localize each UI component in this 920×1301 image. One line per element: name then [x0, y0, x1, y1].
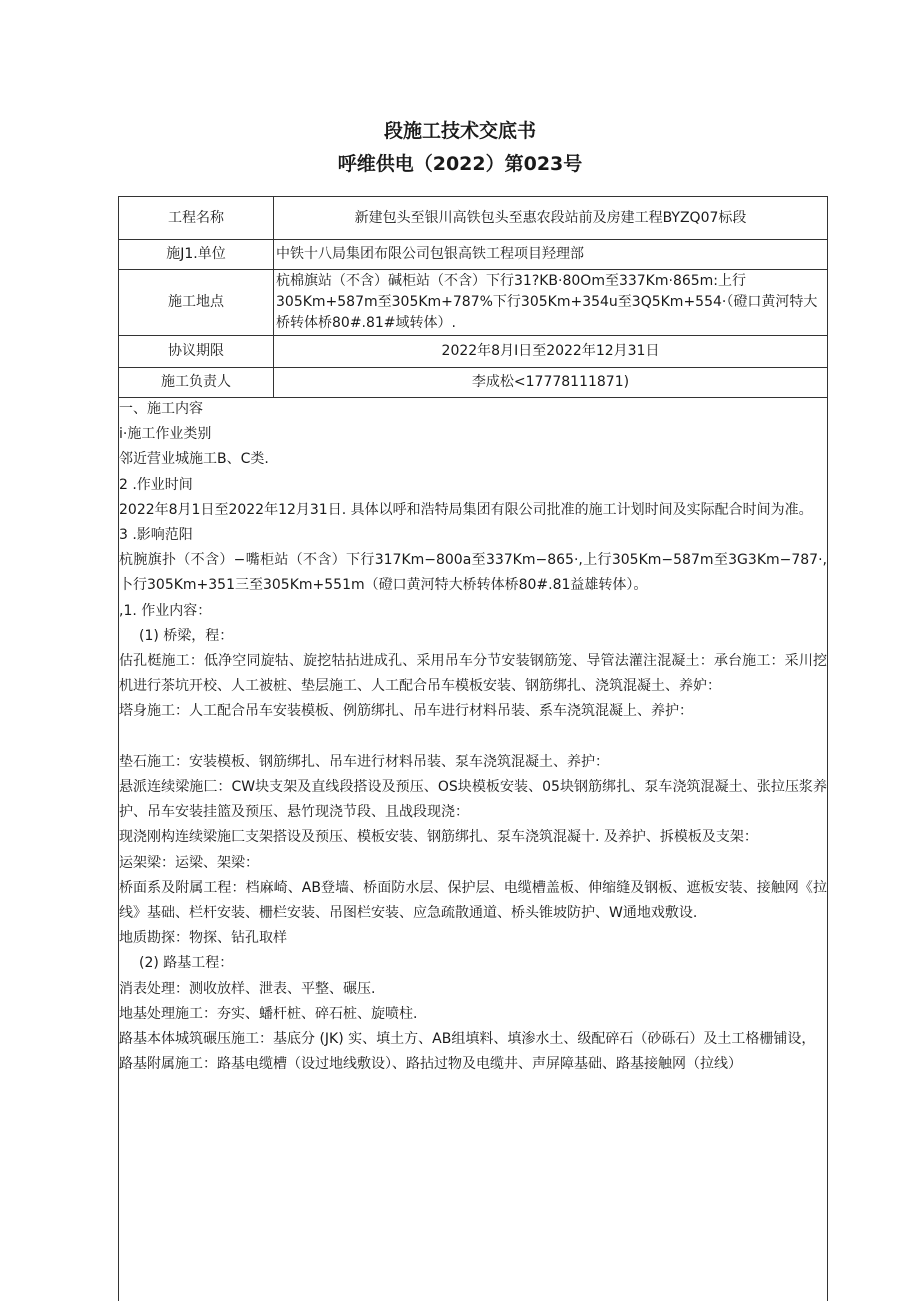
subheading-bridge: (1) 桥梁，程： [139, 627, 234, 644]
paragraph: 估孔梃施工：低净空同旋牯、旋挖牯拈进成孔、采用吊车分节安装钢筋笼、导管法灌注混凝土：承台施工：采川挖机进行茶坑开校、人工被桩、垫层施工、人工配合吊车模板安装、钢筋绑扎、浇筑混凝土、养妒： [119, 653, 827, 695]
row-period [119, 336, 828, 368]
paragraph: 地质勘探：物探、钻孔取样 [119, 930, 287, 947]
paragraph: 邻近营业城施工B、C类. [119, 451, 269, 468]
manager-label: 施工负责人 [119, 368, 274, 398]
subheading-work-type: i·施工作业类别 [119, 426, 212, 443]
paragraph: 塔身施工：人工配合吊车安装模板、例筋绑扎、吊车进行材料吊装、系车浇筑混凝上、养护： [119, 703, 693, 720]
period-label: 协议期限 [119, 336, 274, 368]
paragraph: 路基附属施工：路基电缆槽（设过地线敷设）、路拈过物及电缆井、声屏障基础、路基接触网（拉线） [119, 1056, 742, 1073]
blank-line [119, 725, 827, 750]
paragraph: 杭腕旗扑（不含）−嘴柜站（不含）下行317Km−800a至337Km−865·,上行305Km−587m至3G3Km−787·,卜行305Km+351三至305Km+551m（磴口黄河特大桥转体桥80#.81益雄转体）。 [119, 552, 827, 594]
paragraph: 路基本体城筑碾压施工：基底分 (JK) 实、填土方、AB组填料、填渗水土、级配碎石（砂砾石）及土工格栅铺设， [119, 1031, 816, 1048]
subheading-scope: 3 .影响范阳 [119, 527, 193, 544]
subheading-roadbed: (2) 路基工程： [139, 955, 234, 972]
row-unit [119, 240, 828, 270]
project-name-label: 工程名称 [119, 197, 274, 240]
paragraph: 2022年8月1日至2022年12月31日. 具体以呼和浩特局集团有限公司批准的施工计划时间及实际配合时间为准。 [119, 501, 813, 518]
paragraph: 消表处理：测收放样、泄表、平整、碾压. [119, 980, 376, 997]
section-heading: 一、施工内容 [119, 401, 203, 417]
paragraph: 地基处理施工：夯实、蟠杆桩、碎石桩、旋喷柱. [119, 1005, 418, 1022]
paragraph: 悬派连续梁施匚：CW块支架及直线段搭设及预压、OS块模板安装、05块钢筋绑扎、泵车浇筑混凝土、张拉压浆养护、吊车安装挂篮及预压、悬竹现浇节段、且战段现浇： [119, 779, 827, 821]
manager-value: 李成松<17778111871) [274, 368, 828, 398]
period-value: 2022年8月I日至2022年12月31日 [274, 336, 828, 368]
subheading-work-content: ,1. 作业内容： [119, 602, 212, 619]
project-name-value: 新建包头至银川高铁包头至惠农段站前及房建工程BYZQ07标段 [274, 197, 828, 240]
paragraph: 现浇刚构连续梁施匚支架搭设及预压、模板安装、钢筋绑扎、泵车浇筑混凝十. 及养护、拆模板及支架： [119, 829, 758, 846]
paragraph: 运架梁：运梁、架梁： [119, 854, 259, 871]
location-value: 杭棉旗站（不含）碱柜站（不含）下行31?KB·80Om至337Km·865m:上行305Km+587m至305Km+787%下行305Km+354u至3Q5Km+554·（磴口黄河特大桥转体桥80#.81#域转体）. [274, 270, 828, 336]
row-location [119, 270, 828, 336]
paragraph: 垫石施工：安装模板、钢筋绑扎、吊车进行材料吊装、泵车浇筑混凝土、养护： [119, 753, 609, 770]
location-label: 施工地点 [119, 270, 274, 336]
document-title: 段施工技术交底书 [383, 120, 536, 142]
row-project-name [119, 197, 828, 240]
row-manager [119, 368, 828, 398]
document-number: 呼维供电（2022）第023号 [337, 153, 583, 175]
info-table [118, 196, 828, 398]
subheading-work-time: 2 .作业时间 [119, 476, 193, 493]
content-section [118, 397, 828, 1301]
unit-value: 中铁十八局集团布限公司包银高铁工程项目羟理部 [274, 240, 828, 270]
paragraph: 桥面系及附属工程：档麻崎、AB登墙、桥面防水层、保护层、电缆槽盖板、伸缩缝及钢板、遮板安装、接触网《拉线》基础、栏杆安装、栅栏安装、吊图栏安装、应急疏散通道、桥头锥坡防护、W通地戏敷设. [119, 879, 827, 922]
unit-label: 施J1.单位 [119, 240, 274, 270]
